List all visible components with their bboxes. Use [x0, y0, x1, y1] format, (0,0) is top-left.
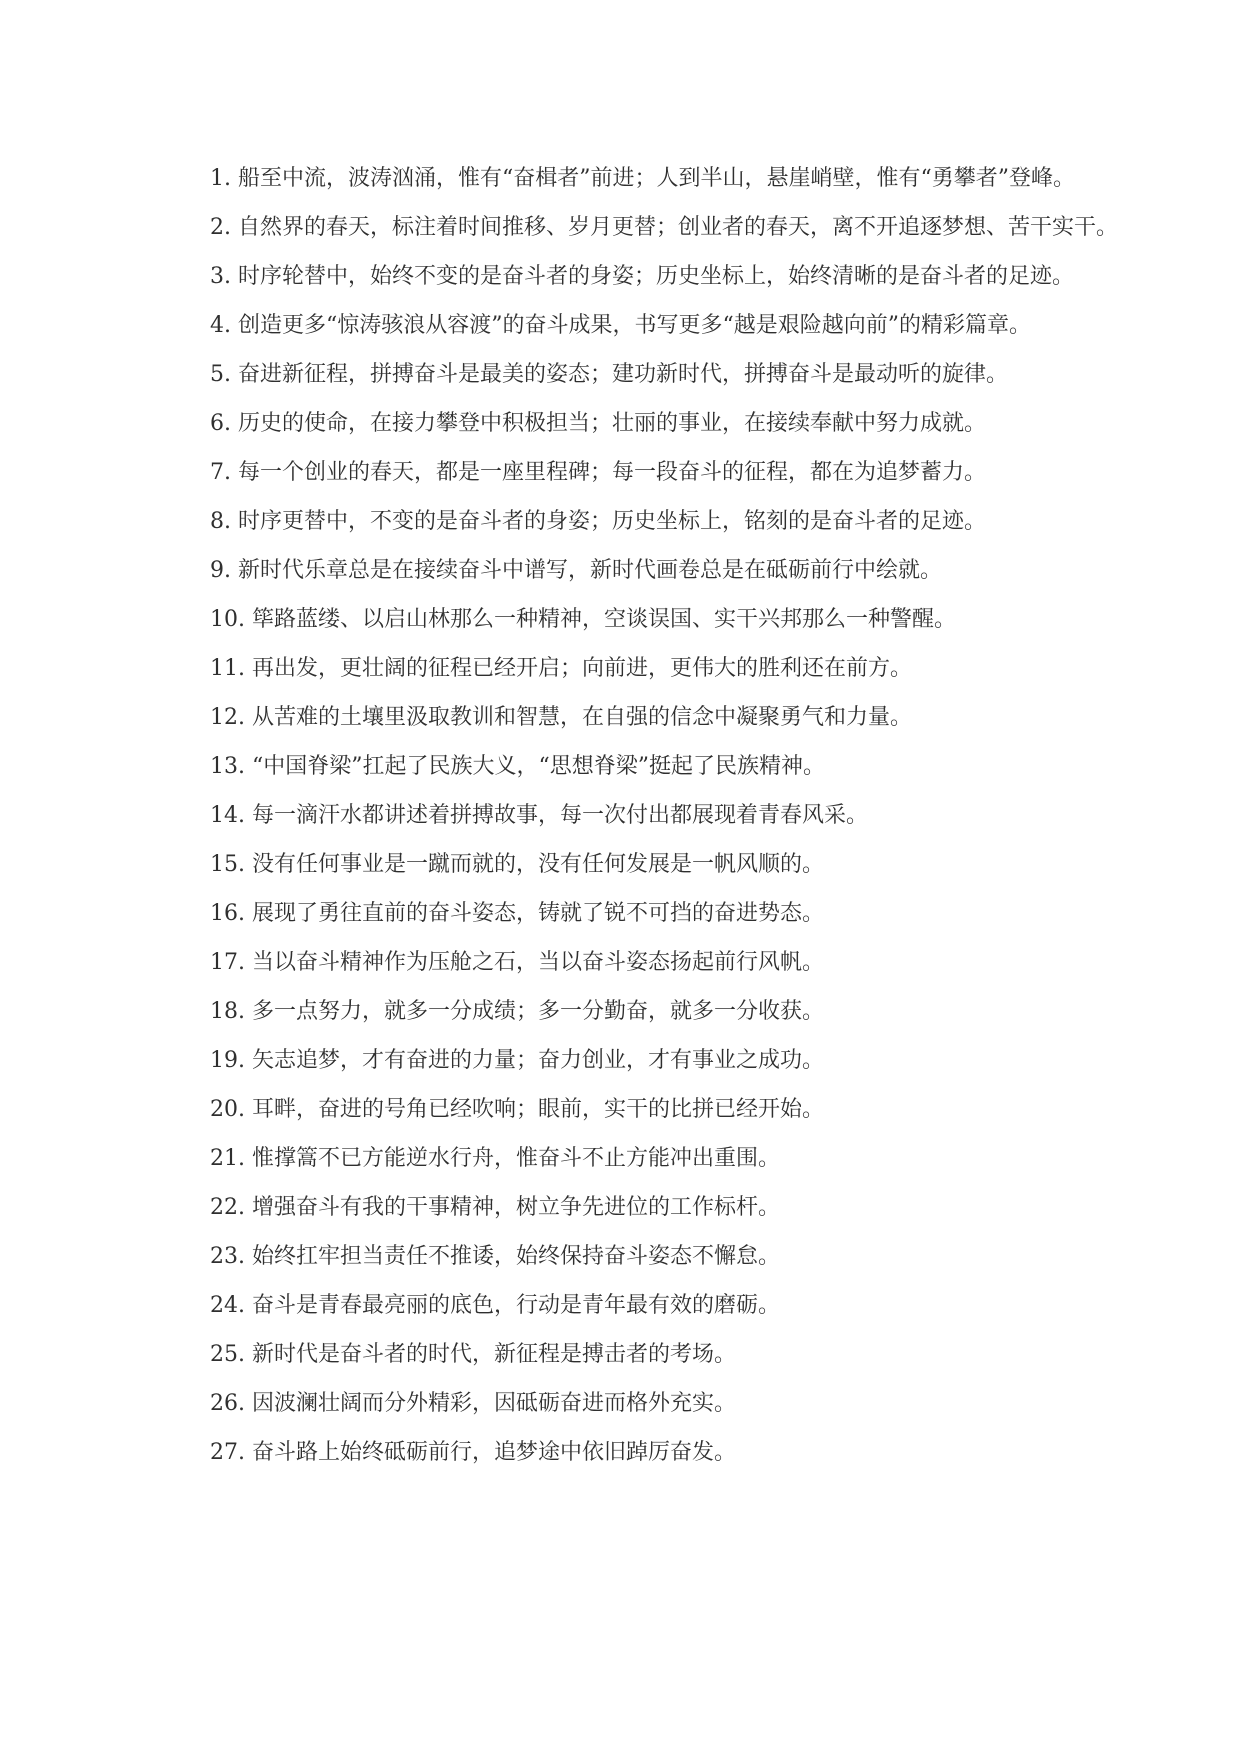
- quote-item-8: 8. 时序更替中，不变的是奋斗者的身姿；历史坐标上，铭刻的是奋斗者的足迹。: [210, 509, 986, 534]
- quote-item-4: 4. 创造更多“惊涛骇浪从容渡”的奋斗成果，书写更多“越是艰险越向前”的精彩篇章。: [210, 313, 1031, 338]
- quote-item-17: 17. 当以奋斗精神作为压舱之石，当以奋斗姿态扬起前行风帆。: [210, 950, 824, 975]
- quote-item-6: 6. 历史的使命，在接力攀登中积极担当；壮丽的事业，在接续奉献中努力成就。: [210, 411, 986, 436]
- quote-item-3: 3. 时序轮替中，始终不变的是奋斗者的身姿；历史坐标上，始终清晰的是奋斗者的足迹。: [210, 264, 1074, 289]
- quote-item-7: 7. 每一个创业的春天，都是一座里程碑；每一段奋斗的征程，都在为追梦蓄力。: [210, 460, 986, 485]
- quote-item-20: 20. 耳畔，奋进的号角已经吹响；眼前，实干的比拼已经开始。: [210, 1097, 824, 1122]
- quote-item-24: 24. 奋斗是青春最亮丽的底色，行动是青年最有效的磨砺。: [210, 1293, 780, 1318]
- quote-item-2: 2. 自然界的春天，标注着时间推移、岁月更替；创业者的春天，离不开追逐梦想、苦干实干。: [210, 215, 1118, 240]
- quote-item-23: 23. 始终扛牢担当责任不推诿，始终保持奋斗姿态不懈怠。: [210, 1244, 780, 1269]
- quote-item-22: 22. 增强奋斗有我的干事精神，树立争先进位的工作标杆。: [210, 1195, 780, 1220]
- quote-item-15: 15. 没有任何事业是一蹴而就的，没有任何发展是一帆风顺的。: [210, 852, 824, 877]
- quote-list: [160, 162, 1120, 1485]
- quote-item-5: 5. 奋进新征程，拼搏奋斗是最美的姿态；建功新时代，拼搏奋斗是最动听的旋律。: [210, 362, 1008, 387]
- quote-item-25: 25. 新时代是奋斗者的时代，新征程是搏击者的考场。: [210, 1342, 736, 1367]
- quote-item-19: 19. 矢志追梦，才有奋进的力量；奋力创业，才有事业之成功。: [210, 1048, 824, 1073]
- quote-item-9: 9. 新时代乐章总是在接续奋斗中谱写，新时代画卷总是在砥砺前行中绘就。: [210, 558, 942, 583]
- quote-item-18: 18. 多一点努力，就多一分成绩；多一分勤奋，就多一分收获。: [210, 999, 824, 1024]
- quote-item-14: 14. 每一滴汗水都讲述着拼搏故事，每一次付出都展现着青春风采。: [210, 803, 868, 828]
- quote-item-12: 12. 从苦难的土壤里汲取教训和智慧，在自强的信念中凝聚勇气和力量。: [210, 705, 912, 730]
- quote-item-10: 10. 筚路蓝缕、以启山林那么一种精神，空谈误国、实干兴邦那么一种警醒。: [210, 607, 956, 632]
- quote-item-13: 13. “中国脊梁”扛起了民族大义，“思想脊梁”挺起了民族精神。: [210, 754, 825, 779]
- quote-item-1: 1. 船至中流，波涛汹涌，惟有“奋楫者”前进；人到半山，悬崖峭壁，惟有“勇攀者”登峰。: [210, 166, 1075, 191]
- quote-item-27: 27. 奋斗路上始终砥砺前行，追梦途中依旧踔厉奋发。: [210, 1440, 736, 1465]
- quote-item-21: 21. 惟撑篙不已方能逆水行舟，惟奋斗不止方能冲出重围。: [210, 1146, 780, 1171]
- quote-item-11: 11. 再出发，更壮阔的征程已经开启；向前进，更伟大的胜利还在前方。: [210, 656, 912, 681]
- quote-item-26: 26. 因波澜壮阔而分外精彩，因砥砺奋进而格外充实。: [210, 1391, 736, 1416]
- quote-item-16: 16. 展现了勇往直前的奋斗姿态，铸就了锐不可挡的奋进势态。: [210, 901, 824, 926]
